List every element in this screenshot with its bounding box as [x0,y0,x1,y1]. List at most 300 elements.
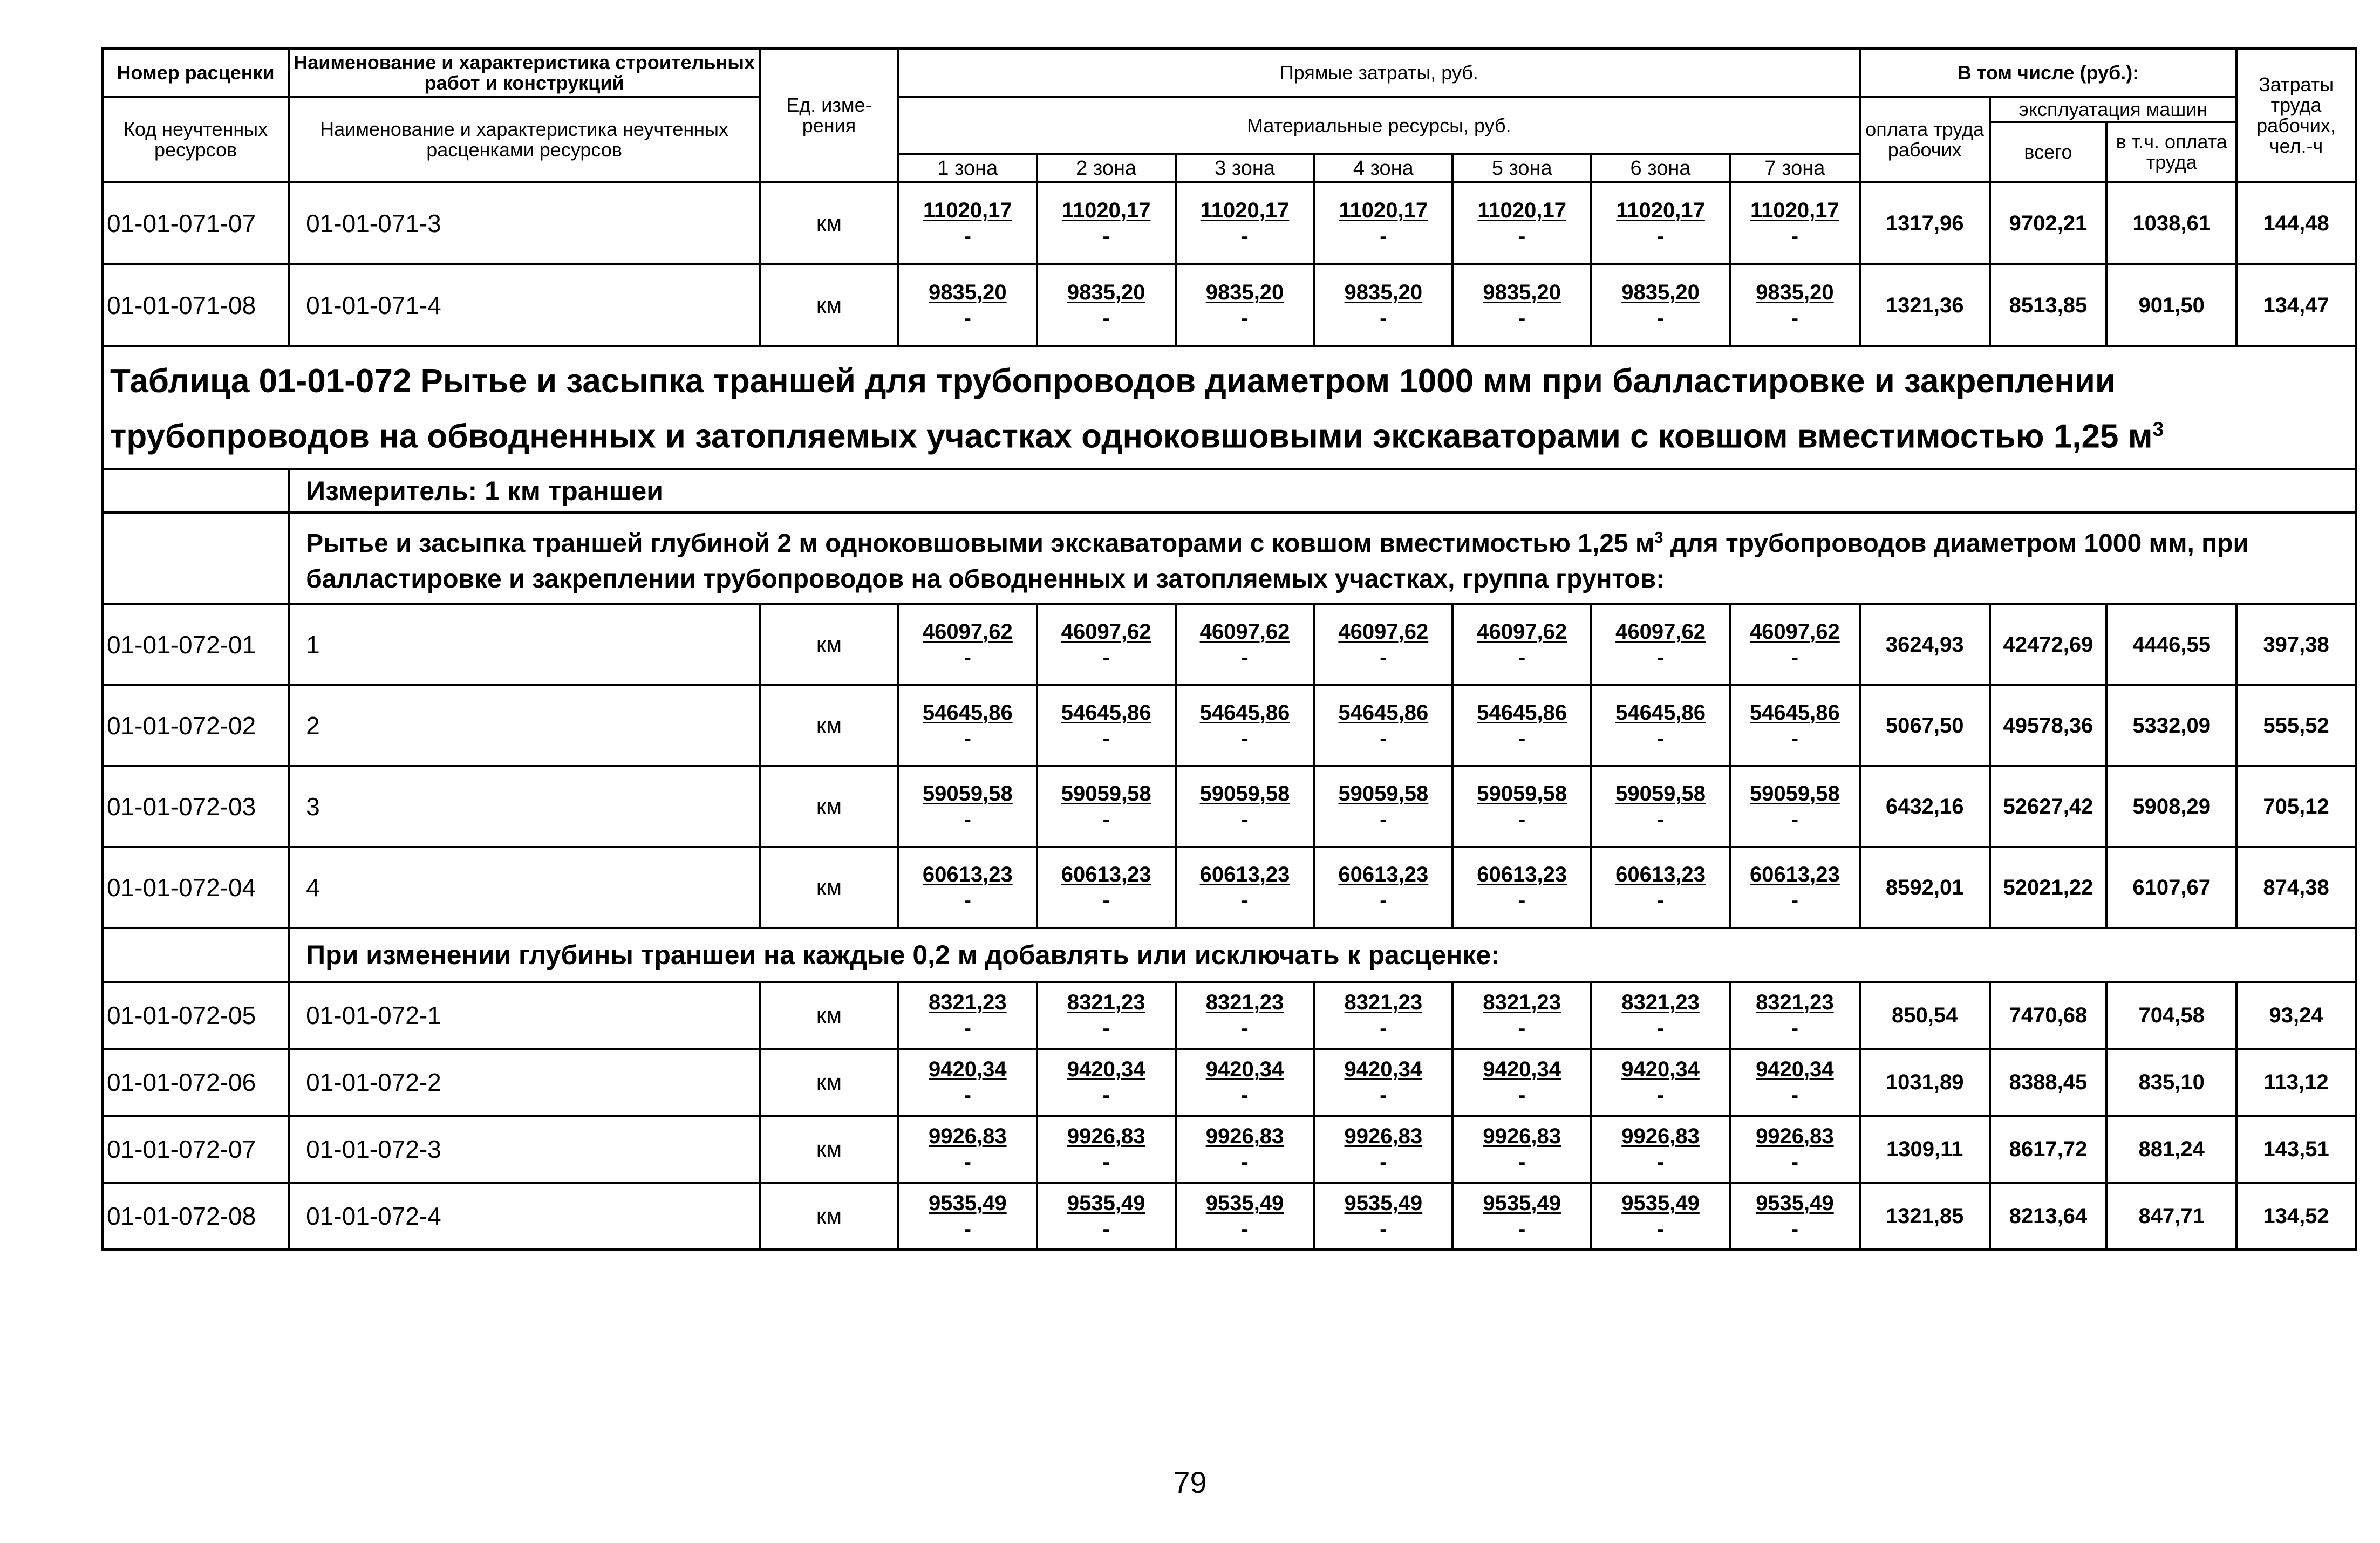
rate-name: 01-01-072-4 [289,1183,760,1250]
zone-price-dash: - [964,646,971,670]
zone-price-cell [1591,766,1730,847]
zone-price-cell [1037,766,1176,847]
zone-price-dash: - [1791,889,1799,912]
zone-price-value: 9926,83 [929,1124,1007,1148]
zone-price-cell [1314,264,1452,346]
zone-price-dash: - [1380,1016,1387,1040]
rate-name: 2 [289,685,760,766]
machines-pay: 5908,29 [2106,766,2236,847]
table-row [103,685,2356,766]
zone-price-value: 9535,49 [1621,1191,1700,1215]
table-row [103,1183,2356,1250]
zone-price-value: 9835,20 [1621,281,1700,304]
zone-price-dash: - [1518,1150,1526,1174]
zone-price-cell [1176,685,1314,766]
header-machine-operation: эксплуатация машин [1990,97,2237,122]
price-table-sheet [101,47,2357,1251]
zone-price-dash: - [1102,646,1110,670]
zone-price-cell [1176,982,1314,1049]
zone-price-cell [1452,264,1591,346]
zone-price-dash: - [1791,1217,1799,1241]
zone-price-value: 54645,86 [1199,701,1290,725]
zone-price-cell [898,685,1037,766]
zone-price-value: 60613,23 [922,863,1013,886]
rate-unit: км [760,604,898,685]
zone-price-value: 9420,34 [1067,1057,1145,1081]
header-zone-1: 1 зона [898,154,1037,182]
machines-total: 9702,21 [1990,182,2107,264]
zone-price-cell [1730,1049,1860,1116]
rate-name: 01-01-071-3 [289,182,760,264]
zone-price-dash: - [1241,1217,1249,1241]
zone-price-value: 11020,17 [1200,199,1290,222]
header-resource-name: Наименование и характеристика неучтенных расценками ресурсов [289,97,760,182]
zone-price-dash: - [964,306,971,330]
zone-price-dash: - [1241,646,1249,670]
zone-price-value: 59059,58 [1199,782,1290,805]
zone-price-value: 46097,62 [1338,620,1429,644]
rate-unit: км [760,847,898,928]
zone-price-dash: - [1791,306,1799,330]
zone-price-value: 9835,20 [929,281,1007,304]
zone-price-dash: - [1102,889,1110,912]
zone-price-value: 9835,20 [1756,281,1834,304]
zone-price-value: 9835,20 [1205,281,1284,304]
zone-price-cell [1037,604,1176,685]
header-rate-number: Номер расценки [103,49,289,97]
zone-price-value: 59059,58 [1338,782,1429,805]
zone-price-cell [1037,182,1176,264]
zone-price-cell [1314,766,1452,847]
zone-price-cell [1037,1049,1176,1116]
zone-price-cell [1452,847,1591,928]
zone-price-cell [898,604,1037,685]
zone-price-dash: - [1380,808,1387,831]
zone-price-cell [1730,1183,1860,1250]
rate-code: 01-01-071-07 [103,182,289,264]
zone-price-value: 46097,62 [1061,620,1151,644]
description-text-b: для трубопроводов диаметром 1000 мм, при балластировке и закреплении трубопроводов на обводненных и затопляемых участках, группа грунтов: [306,529,2249,593]
zone-price-dash: - [1518,889,1526,912]
machines-total: 8617,72 [1990,1116,2107,1183]
table-title-text: Таблица 01-01-072 Рытье и засыпка траншей для трубопроводов диаметром 1000 мм при балластировке и закреплении трубопроводов на обводненных и затопляемых участках одноковшовыми экскаваторами с ковшом вместимостью 1,25 м [110,362,2153,455]
zone-price-cell [1314,847,1452,928]
zone-price-dash: - [1102,727,1110,750]
zone-price-value: 9420,34 [929,1057,1007,1081]
zone-price-dash: - [1241,727,1249,750]
zone-price-value: 9420,34 [1483,1057,1561,1081]
zone-price-cell [1314,1183,1452,1250]
table-row [103,847,2356,928]
zone-price-dash: - [1518,646,1526,670]
zone-price-dash: - [1791,1150,1799,1174]
zone-price-dash: - [1791,646,1799,670]
zone-price-cell [1314,982,1452,1049]
machines-total: 49578,36 [1990,685,2107,766]
zone-price-dash: - [1102,1083,1110,1107]
zone-price-value: 9926,83 [1756,1124,1834,1148]
price-table [101,47,2357,1251]
labor-hours: 555,52 [2236,685,2356,766]
header-material-resources: Материальные ресурсы, руб. [898,97,1860,154]
zone-price-cell [1591,1183,1730,1250]
zone-price-dash: - [1656,808,1665,831]
zone-price-dash: - [1102,1016,1110,1040]
zone-price-value: 11020,17 [1339,199,1428,222]
machines-pay: 5332,09 [2106,685,2236,766]
zone-price-dash: - [1791,1016,1799,1040]
zone-price-value: 54645,86 [1338,701,1429,725]
machines-pay: 901,50 [2106,264,2236,346]
depth-note-text: При изменении глубины траншеи на каждые 0,2 м добавлять или исключать к расценке: [306,940,1500,970]
zone-price-dash: - [1102,306,1110,330]
table-row [103,604,2356,685]
labor-hours: 113,12 [2236,1049,2356,1116]
labor-hours: 874,38 [2236,847,2356,928]
zone-price-dash: - [1656,646,1665,670]
header-zone-5: 5 зона [1452,154,1591,182]
rate-unit: км [760,1049,898,1116]
zone-price-cell [1730,182,1860,264]
zone-price-dash: - [1102,1217,1110,1241]
zone-price-value: 9535,49 [929,1191,1007,1215]
machines-total: 8388,45 [1990,1049,2107,1116]
zone-price-value: 11020,17 [1616,199,1705,222]
machines-pay: 835,10 [2106,1049,2236,1116]
zone-price-cell [1591,264,1730,346]
zone-price-dash: - [1791,808,1799,831]
zone-price-dash: - [1102,1150,1110,1174]
zone-price-dash: - [964,1083,971,1107]
zone-price-cell [1730,1116,1860,1183]
zone-price-dash: - [1656,1150,1665,1174]
zone-price-value: 59059,58 [1477,782,1567,805]
header-including: В том числе (руб.): [1860,49,2236,97]
header-labor-costs: Затраты труда рабочих, чел.-ч [2236,49,2356,182]
machines-pay: 4446,55 [2106,604,2236,685]
zone-price-cell [1176,1049,1314,1116]
labor-pay: 5067,50 [1860,685,1990,766]
zone-price-dash: - [1656,1217,1665,1241]
labor-hours: 397,38 [2236,604,2356,685]
rate-code: 01-01-072-08 [103,1183,289,1250]
page-number: 79 [1173,1465,1207,1499]
rate-code: 01-01-072-02 [103,685,289,766]
rate-code: 01-01-072-05 [103,982,289,1049]
zone-price-dash: - [1656,224,1665,248]
zone-price-value: 9835,20 [1483,281,1561,304]
zone-price-value: 9835,20 [1067,281,1145,304]
zone-price-dash: - [1241,1016,1249,1040]
zone-price-value: 9926,83 [1344,1124,1423,1148]
labor-hours: 93,24 [2236,982,2356,1049]
empty-code-cell [103,513,289,604]
zone-price-cell [1176,264,1314,346]
zone-price-cell [898,1116,1037,1183]
zone-price-dash: - [1518,1217,1526,1241]
group-description-row [103,513,2356,604]
zone-price-cell [1037,847,1176,928]
zone-price-value: 9535,49 [1205,1191,1284,1215]
machines-pay: 847,71 [2106,1183,2236,1250]
labor-hours: 144,48 [2236,182,2356,264]
labor-pay: 1309,11 [1860,1116,1990,1183]
machines-total: 42472,69 [1990,604,2107,685]
header-work-name: Наименование и характеристика строительных работ и конструкций [289,49,760,97]
zone-price-value: 9535,49 [1756,1191,1834,1215]
zone-price-dash: - [964,889,971,912]
zone-price-value: 46097,62 [1477,620,1567,644]
table-title-row [103,346,2356,469]
labor-pay: 6432,16 [1860,766,1990,847]
zone-price-value: 54645,86 [1749,701,1840,725]
labor-pay: 8592,01 [1860,847,1990,928]
rate-name: 01-01-072-1 [289,982,760,1049]
description-text-a: Рытье и засыпка траншей глубиной 2 м одноковшовыми экскаваторами с ковшом вместимостью 1,25 м [306,529,1655,558]
zone-price-cell [1037,685,1176,766]
zone-price-value: 9535,49 [1483,1191,1561,1215]
zone-price-cell [1591,1116,1730,1183]
labor-hours: 705,12 [2236,766,2356,847]
measure-label-row [103,469,2356,513]
rate-code: 01-01-072-04 [103,847,289,928]
zone-price-cell [1452,685,1591,766]
cubic-superscript: 3 [1654,529,1663,547]
zone-price-cell [1591,847,1730,928]
zone-price-cell [1037,264,1176,346]
zone-price-value: 9420,34 [1344,1057,1423,1081]
rate-code: 01-01-072-07 [103,1116,289,1183]
rate-name: 4 [289,847,760,928]
zone-price-dash: - [1102,224,1110,248]
zone-price-value: 60613,23 [1199,863,1290,886]
zone-price-cell [1730,766,1860,847]
labor-pay: 3624,93 [1860,604,1990,685]
header-machines-total: всего [1990,122,2107,182]
zone-price-value: 54645,86 [1061,701,1151,725]
zone-price-value: 54645,86 [1615,701,1706,725]
zone-price-cell [1176,1116,1314,1183]
zone-price-dash: - [1102,808,1110,831]
zone-price-value: 11020,17 [1477,199,1566,222]
zone-price-cell [1176,847,1314,928]
zone-price-value: 54645,86 [1477,701,1567,725]
zone-price-value: 9926,83 [1067,1124,1145,1148]
zone-price-value: 59059,58 [922,782,1013,805]
zone-price-cell [1730,685,1860,766]
header-zone-3: 3 зона [1176,154,1314,182]
zone-price-value: 11020,17 [923,199,1012,222]
zone-price-value: 59059,58 [1615,782,1706,805]
depth-note-row [103,928,2356,982]
header-zone-7: 7 зона [1730,154,1860,182]
zone-price-dash: - [1656,1083,1665,1107]
table-row [103,1116,2356,1183]
zone-price-dash: - [964,1217,971,1241]
zone-price-value: 9926,83 [1205,1124,1284,1148]
rate-unit: км [760,766,898,847]
rate-code: 01-01-072-01 [103,604,289,685]
zone-price-cell [1176,766,1314,847]
zone-price-dash: - [1241,1150,1249,1174]
zone-price-value: 9535,49 [1067,1191,1145,1215]
header-zone-2: 2 зона [1037,154,1176,182]
zone-price-cell [898,182,1037,264]
zone-price-value: 9420,34 [1756,1057,1834,1081]
rate-unit: км [760,182,898,264]
group-description [289,513,2356,604]
zone-price-value: 54645,86 [922,701,1013,725]
machines-total: 52021,22 [1990,847,2107,928]
zone-price-dash: - [964,1150,971,1174]
labor-hours: 134,47 [2236,264,2356,346]
zone-price-value: 8321,23 [1483,991,1561,1014]
zone-price-cell [1037,1116,1176,1183]
zone-price-value: 60613,23 [1615,863,1706,886]
zone-price-value: 59059,58 [1749,782,1840,805]
labor-pay: 1317,96 [1860,182,1990,264]
zone-price-dash: - [964,224,971,248]
zone-price-cell [898,982,1037,1049]
zone-price-value: 9926,83 [1621,1124,1700,1148]
rate-code: 01-01-071-08 [103,264,289,346]
zone-price-dash: - [1380,1217,1387,1241]
zone-price-value: 9420,34 [1621,1057,1700,1081]
zone-price-dash: - [1380,646,1387,670]
table-title [103,346,2356,469]
zone-price-cell [1452,1116,1591,1183]
labor-pay: 1321,36 [1860,264,1990,346]
machines-total: 52627,42 [1990,766,2107,847]
zone-price-dash: - [1656,1016,1665,1040]
zone-price-value: 8321,23 [1621,991,1700,1014]
zone-price-dash: - [1656,889,1665,912]
zone-price-dash: - [1518,808,1526,831]
rate-name: 01-01-072-2 [289,1049,760,1116]
machines-total: 7470,68 [1990,982,2107,1049]
zone-price-cell [898,1049,1037,1116]
zone-price-cell [898,766,1037,847]
zone-price-value: 9835,20 [1344,281,1423,304]
zone-price-dash: - [1791,224,1799,248]
zone-price-dash: - [1241,808,1249,831]
zone-price-cell [1314,1116,1452,1183]
measure-text: Измеритель: 1 км траншеи [306,476,663,506]
zone-price-dash: - [1380,889,1387,912]
header-unit: Ед. изме-рения [760,49,898,182]
zone-price-cell [1591,1049,1730,1116]
zone-price-dash: - [1380,1083,1387,1107]
zone-price-dash: - [1380,306,1387,330]
zone-price-value: 46097,62 [1615,620,1706,644]
header-resource-code: Код неучтенных ресурсов [103,97,289,182]
zone-price-dash: - [1241,306,1249,330]
zone-price-value: 11020,17 [1750,199,1839,222]
header-machines-pay: в т.ч. оплата труда [2106,122,2236,182]
rate-name: 3 [289,766,760,847]
zone-price-cell [1452,1183,1591,1250]
depth-note [289,928,2356,982]
zone-price-cell [1176,604,1314,685]
zone-price-dash: - [1656,306,1665,330]
zone-price-cell [1591,982,1730,1049]
zone-price-dash: - [1518,224,1526,248]
rate-unit: км [760,264,898,346]
zone-price-cell [1176,1183,1314,1250]
zone-price-value: 9420,34 [1205,1057,1284,1081]
zone-price-cell [1591,182,1730,264]
zone-price-cell [1730,264,1860,346]
zone-price-dash: - [964,1016,971,1040]
zone-price-cell [1452,766,1591,847]
zone-price-value: 9926,83 [1483,1124,1561,1148]
zone-price-cell [1037,982,1176,1049]
rate-name: 01-01-072-3 [289,1116,760,1183]
zone-price-value: 60613,23 [1477,863,1567,886]
zone-price-dash: - [1241,224,1249,248]
machines-pay: 1038,61 [2106,182,2236,264]
zone-price-cell [898,1183,1037,1250]
zone-price-dash: - [1791,1083,1799,1107]
header-direct-costs: Прямые затраты, руб. [898,49,1860,97]
zone-price-cell [898,264,1037,346]
labor-pay: 1321,85 [1860,1183,1990,1250]
zone-price-value: 60613,23 [1338,863,1429,886]
zone-price-cell [1452,604,1591,685]
zone-price-dash: - [1518,1083,1526,1107]
zone-price-dash: - [1241,889,1249,912]
machines-pay: 704,58 [2106,982,2236,1049]
zone-price-cell [1591,685,1730,766]
cubic-superscript: 3 [2152,417,2164,440]
zone-price-cell [1314,1049,1452,1116]
zone-price-dash: - [1791,727,1799,750]
machines-total: 8213,64 [1990,1183,2107,1250]
zone-price-cell [1730,604,1860,685]
table-row [103,264,2356,346]
zone-price-value: 59059,58 [1061,782,1151,805]
zone-price-value: 8321,23 [1756,991,1834,1014]
zone-price-cell [1591,604,1730,685]
rate-unit: км [760,982,898,1049]
zone-price-cell [1314,685,1452,766]
zone-price-cell [1176,182,1314,264]
zone-price-cell [1452,982,1591,1049]
measure-label [289,469,2356,513]
labor-pay: 850,54 [1860,982,1990,1049]
zone-price-value: 11020,17 [1061,199,1151,222]
labor-pay: 1031,89 [1860,1049,1990,1116]
machines-pay: 6107,67 [2106,847,2236,928]
zone-price-value: 9535,49 [1344,1191,1423,1215]
zone-price-value: 8321,23 [1205,991,1284,1014]
zone-price-cell [1730,982,1860,1049]
rate-name: 1 [289,604,760,685]
zone-price-dash: - [964,727,971,750]
empty-code-cell [103,469,289,513]
table-row [103,1049,2356,1116]
header-zone-6: 6 зона [1591,154,1730,182]
zone-price-value: 8321,23 [1067,991,1145,1014]
empty-code-cell [103,928,289,982]
zone-price-cell [1452,1049,1591,1116]
zone-price-dash: - [1518,727,1526,750]
zone-price-dash: - [964,808,971,831]
rate-name: 01-01-071-4 [289,264,760,346]
header-labor-pay: оплата труда рабочих [1860,97,1990,182]
header-zone-4: 4 зона [1314,154,1452,182]
rate-unit: км [760,1183,898,1250]
